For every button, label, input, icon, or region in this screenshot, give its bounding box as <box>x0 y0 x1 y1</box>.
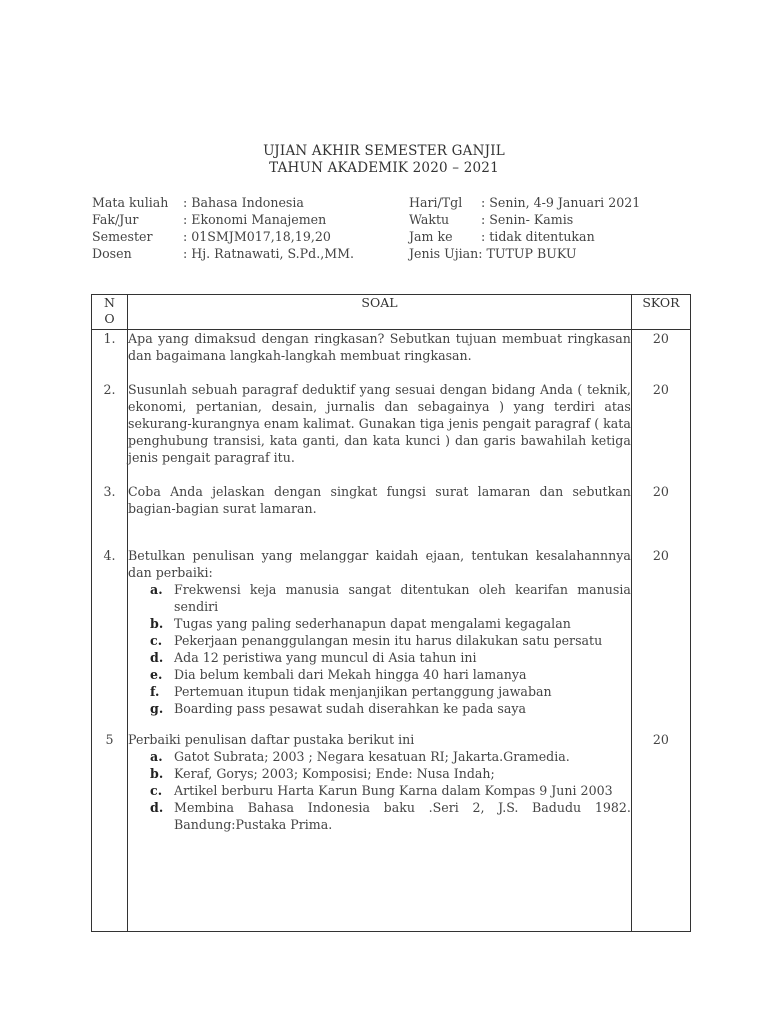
question-5-intro: Perbaiki penulisan daftar pustaka berikut ini <box>128 732 415 747</box>
question-2: Susunlah sebuah paragraf deduktif yang sesuai dengan bidang Anda ( teknik, ekonomi, pertanian, desain, jurnalis dan sebagainya ) yang terdiri atas sekurang-kurangnya enam kalimat. Gunakan tiga jenis pengait paragraf ( kata penghubung transisi, kata ganti, dan kata kunci ) dan garis bawahilah ketiga jenis pengait paragraf itu. <box>128 382 631 465</box>
item-letter: e. <box>150 667 163 682</box>
info-faculty <box>92 211 354 228</box>
question-column <box>128 330 632 932</box>
item-text: Gatot Subrata; 2003 ; Negara kesatuan RI; Jakarta.Gramedia. <box>174 749 570 764</box>
list-item <box>128 581 631 615</box>
score-2: 20 <box>652 382 669 397</box>
question-score <box>632 547 690 731</box>
info-date <box>409 194 640 211</box>
item-letter: b. <box>150 616 164 631</box>
list-item <box>128 649 631 666</box>
item-letter: c. <box>150 633 163 648</box>
header-skor: SKOR <box>631 295 690 330</box>
info-value: : Senin- Kamis <box>481 212 574 227</box>
table-body-row <box>92 330 691 932</box>
info-label: Jenis Ujian: <box>409 246 483 261</box>
header-soal: SOAL <box>128 295 632 330</box>
question-score <box>632 731 690 748</box>
info-label: Waktu <box>409 212 450 227</box>
question-table <box>91 294 691 932</box>
list-item <box>128 748 631 765</box>
table-header-row <box>92 295 691 330</box>
item-letter: c. <box>150 783 163 798</box>
item-letter: d. <box>150 650 164 665</box>
question-5-items <box>128 748 631 833</box>
question-number <box>92 483 127 547</box>
item-letter: a. <box>150 749 163 764</box>
question-number-1: 1. <box>103 331 116 346</box>
item-letter: b. <box>150 766 164 781</box>
header-no-line1: N <box>104 295 115 310</box>
score-1: 20 <box>652 331 669 346</box>
item-text: Membina Bahasa Indonesia baku .Seri 2, J.S. Badudu 1982. Bandung:Pustaka Prima. <box>174 800 631 832</box>
item-text: Frekwensi keja manusia sangat ditentukan oleh kearifan manusia sendiri <box>174 582 631 614</box>
info-value: : Hj. Ratnawati, S.Pd.,MM. <box>183 246 354 261</box>
exam-info-right <box>409 194 640 262</box>
question-number-3: 3. <box>103 484 116 499</box>
info-exam-type <box>409 245 640 262</box>
info-label: Jam ke <box>409 229 453 244</box>
score-3: 20 <box>652 484 669 499</box>
info-value: TUTUP BUKU <box>482 246 577 261</box>
header-no <box>92 295 128 330</box>
list-item <box>128 615 631 632</box>
academic-year: TAHUN AKADEMIK 2020 – 2021 <box>269 160 499 176</box>
score-5: 20 <box>652 732 669 747</box>
question-4 <box>128 547 631 731</box>
question-number <box>92 330 127 364</box>
question-4-intro: Betulkan penulisan yang melanggar kaidah ejaan, tentukan kesalahannnya dan perbaiki: <box>128 548 631 580</box>
item-letter: a. <box>150 582 163 597</box>
list-item <box>128 765 631 782</box>
question-number <box>92 381 127 483</box>
item-letter: f. <box>150 684 160 699</box>
info-value: : Ekonomi Manajemen <box>183 212 327 227</box>
number-column <box>92 330 128 932</box>
question-3: Coba Anda jelaskan dengan singkat fungsi surat lamaran dan sebutkan bagian-bagian surat lamaran. <box>128 484 631 516</box>
score-4: 20 <box>652 548 669 563</box>
list-item <box>128 666 631 683</box>
question-4-items <box>128 581 631 717</box>
question-number <box>92 547 127 731</box>
item-text: Artikel berburu Harta Karun Bung Karna dalam Kompas 9 Juni 2003 <box>174 783 613 798</box>
score-column <box>631 330 690 932</box>
exam-title: UJIAN AKHIR SEMESTER GANJIL <box>263 143 505 159</box>
info-value: : Senin, 4-9 Januari 2021 <box>481 195 641 210</box>
list-item <box>128 782 631 799</box>
info-semester <box>92 228 354 245</box>
question-5 <box>128 731 631 833</box>
exam-info-left <box>92 194 354 262</box>
question-score <box>632 381 690 483</box>
item-text: Dia belum kembali dari Mekah hingga 40 hari lamanya <box>174 667 527 682</box>
item-text: Pertemuan itupun tidak menjanjikan pertanggung jawaban <box>174 684 552 699</box>
item-text: Ada 12 peristiwa yang muncul di Asia tahun ini <box>174 650 477 665</box>
question-score <box>632 483 690 547</box>
info-value: : tidak ditentukan <box>481 229 595 244</box>
header-no-line2: O <box>104 311 115 326</box>
question-number-2: 2. <box>103 382 116 397</box>
info-label: Mata kuliah <box>92 195 169 210</box>
list-item <box>128 683 631 700</box>
question-number-4: 4. <box>103 548 116 563</box>
list-item <box>128 700 631 717</box>
item-text: Keraf, Gorys; 2003; Komposisi; Ende: Nusa Indah; <box>174 766 495 781</box>
info-value: : 01SMJM017,18,19,20 <box>183 229 331 244</box>
info-period <box>409 228 640 245</box>
question-1: Apa yang dimaksud dengan ringkasan? Sebutkan tujuan membuat ringkasan dan bagaimana langkah-langkah membuat ringkasan. <box>128 331 631 363</box>
info-time <box>409 211 640 228</box>
info-lecturer <box>92 245 354 262</box>
item-letter: g. <box>150 701 164 716</box>
info-label: Hari/Tgl <box>409 195 463 210</box>
list-item <box>128 799 631 833</box>
question-score <box>632 330 690 381</box>
info-label: Semester <box>92 229 153 244</box>
item-text: Tugas yang paling sederhanapun dapat mengalami kegagalan <box>174 616 571 631</box>
item-text: Boarding pass pesawat sudah diserahkan ke pada saya <box>174 701 526 716</box>
item-letter: d. <box>150 800 164 815</box>
question-number-5: 5 <box>105 732 114 747</box>
info-label: Fak/Jur <box>92 212 139 227</box>
info-value: : Bahasa Indonesia <box>183 195 304 210</box>
item-text: Pekerjaan penanggulangan mesin itu harus dilakukan satu persatu <box>174 633 603 648</box>
info-label: Dosen <box>92 246 132 261</box>
info-course <box>92 194 354 211</box>
list-item <box>128 632 631 649</box>
question-number <box>92 731 127 748</box>
